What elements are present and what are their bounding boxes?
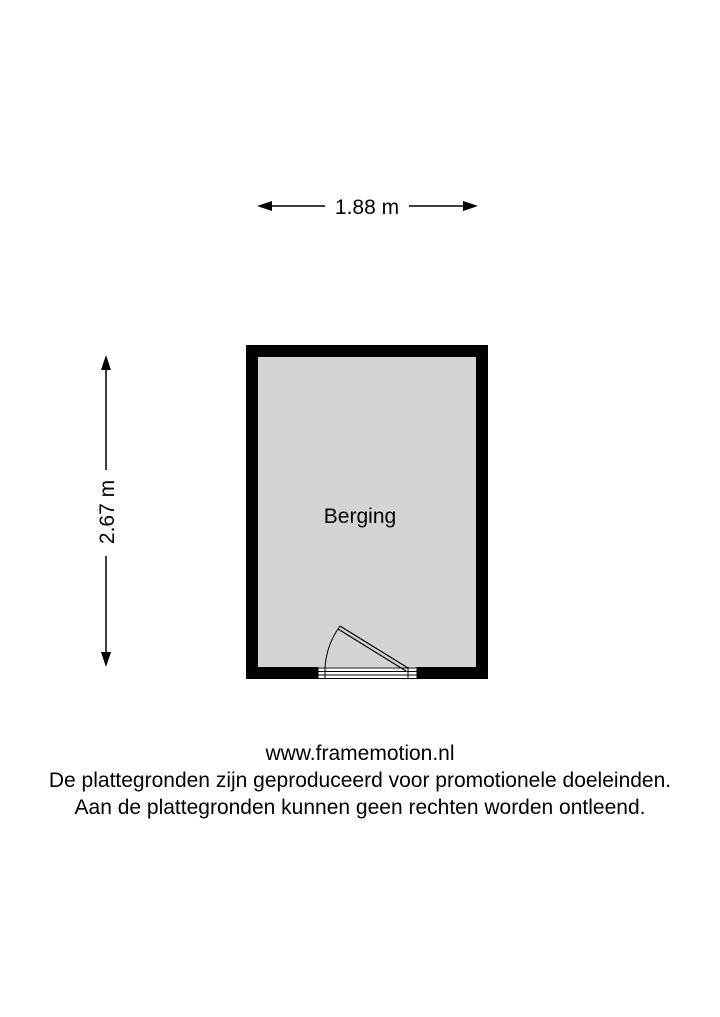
height-label: 2.67 m bbox=[96, 479, 119, 545]
arrow-right-icon bbox=[463, 201, 478, 211]
arrow-left-icon bbox=[257, 201, 272, 211]
height-dimension bbox=[96, 355, 119, 667]
footer-disclaimer-2: Aan de plattegronden kunnen geen rechten worden ontleend. bbox=[74, 796, 646, 819]
arrow-up-icon bbox=[101, 355, 111, 370]
footer-disclaimer-1: De plattegronden zijn geproduceerd voor promotionele doeleinden. bbox=[48, 769, 672, 792]
arrow-down-icon bbox=[101, 652, 111, 667]
width-dimension bbox=[257, 196, 478, 219]
room-label: Berging bbox=[323, 505, 397, 528]
footer-url: www.framemotion.nl bbox=[265, 742, 455, 765]
width-label: 1.88 m bbox=[334, 196, 400, 219]
room-berging bbox=[246, 345, 488, 679]
